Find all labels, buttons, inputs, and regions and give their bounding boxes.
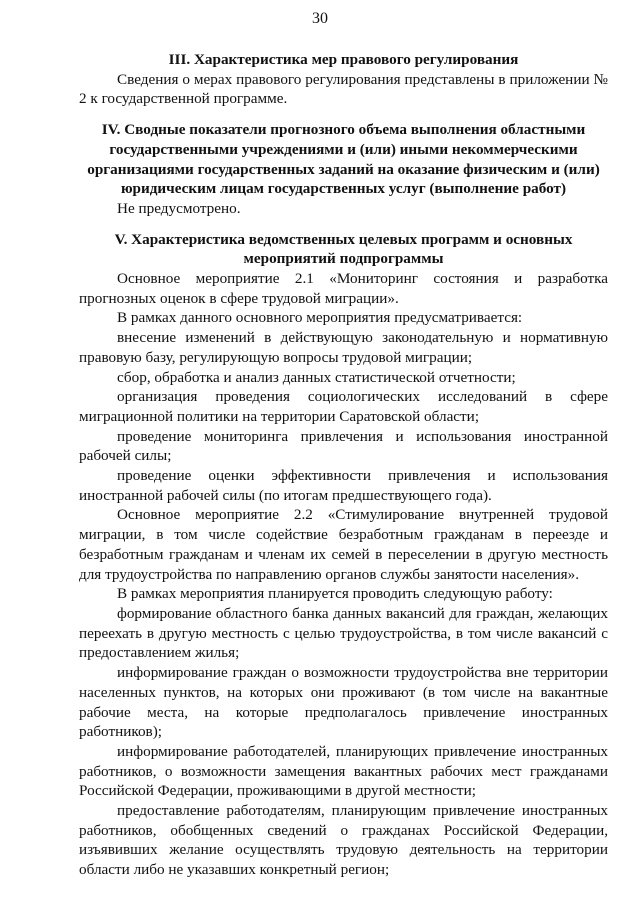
section-5-paragraph-2: В рамках данного основного мероприятия предусматривается: [117, 309, 523, 327]
section-3-paragraph: Сведения о мерах правового регулирования представлены в приложении № 2 к государственной программе. [79, 70, 608, 108]
document-body [79, 50, 608, 880]
section-5-paragraph-6: проведение мониторинга привлечения и использования иностранной рабочей силы; [79, 427, 608, 465]
section-4-paragraph: Не предусмотрено. [117, 199, 241, 217]
section-5-paragraph-7: проведение оценки эффективности привлечения и использования иностранной рабочей силы (по итогам предшествующего года). [79, 467, 608, 504]
section-5-heading: V. Характеристика ведомственных целевых программ и основных мероприятий подпрограммы [114, 230, 573, 268]
section-5-paragraph-5: организация проведения социологических исследований в сфере миграционной политики на территории Саратовской области; [79, 388, 608, 425]
section-5-paragraph-1: Основное мероприятие 2.1 «Мониторинг состояния и разработка прогнозных оценок в сфере трудовой миграции». [79, 270, 608, 307]
section-5-paragraph-11: информирование граждан о возможности трудоустройства вне территории населенных пунктов, на которых они проживают (в том числе на вакантные рабочие места, на которые предполагалось привлечение иностранных работников); [79, 664, 608, 741]
section-5-paragraph-4: сбор, обработка и анализ данных статистической отчетности; [117, 368, 516, 386]
section-5-paragraph-10: формирование областного банка данных вакансий для граждан, желающих переехать в другую местность с целью трудоустройства, в том числе вакансий с предоставлением жилья; [79, 604, 608, 662]
section-4-heading: IV. Сводные показатели прогнозного объема выполнения областными государственными учреждениями и (или) иными некоммерческими организациями государственных заданий на оказание физическим и (или) юридическим лицам государственных услуг (выполнение работ) [87, 121, 600, 198]
section-5-paragraph-8: Основное мероприятие 2.2 «Стимулирование внутренней трудовой миграции, в том числе содействие безработным гражданам в переезде и безработным гражданам и членам их семей в переселении в другую местность для трудоустройства по направлению органов службы занятости населения». [79, 506, 608, 583]
section-5-paragraph-12: информирование работодателей, планирующих привлечение иностранных работников, о возможности замещения вакантных рабочих мест гражданами Российской Федерации, проживающими в другой местности; [79, 742, 608, 800]
section-5-paragraph-3: внесение изменений в действующую законодательную и нормативную правовую базу, регулирующую вопросы трудовой миграции; [79, 329, 608, 366]
page-number: 30 [312, 10, 328, 27]
section-5-paragraph-9: В рамках мероприятия планируется проводить следующую работу: [117, 585, 553, 603]
section-3-heading: III. Характеристика мер правового регулирования [168, 51, 519, 68]
section-5-paragraph-13: предоставление работодателям, планирующим привлечение иностранных работников, обобщенных сведений о гражданах Российской Федерации, изъявивших желание осуществлять трудовую деятельность на территории области либо не указавших конкретный регион; [79, 802, 608, 879]
